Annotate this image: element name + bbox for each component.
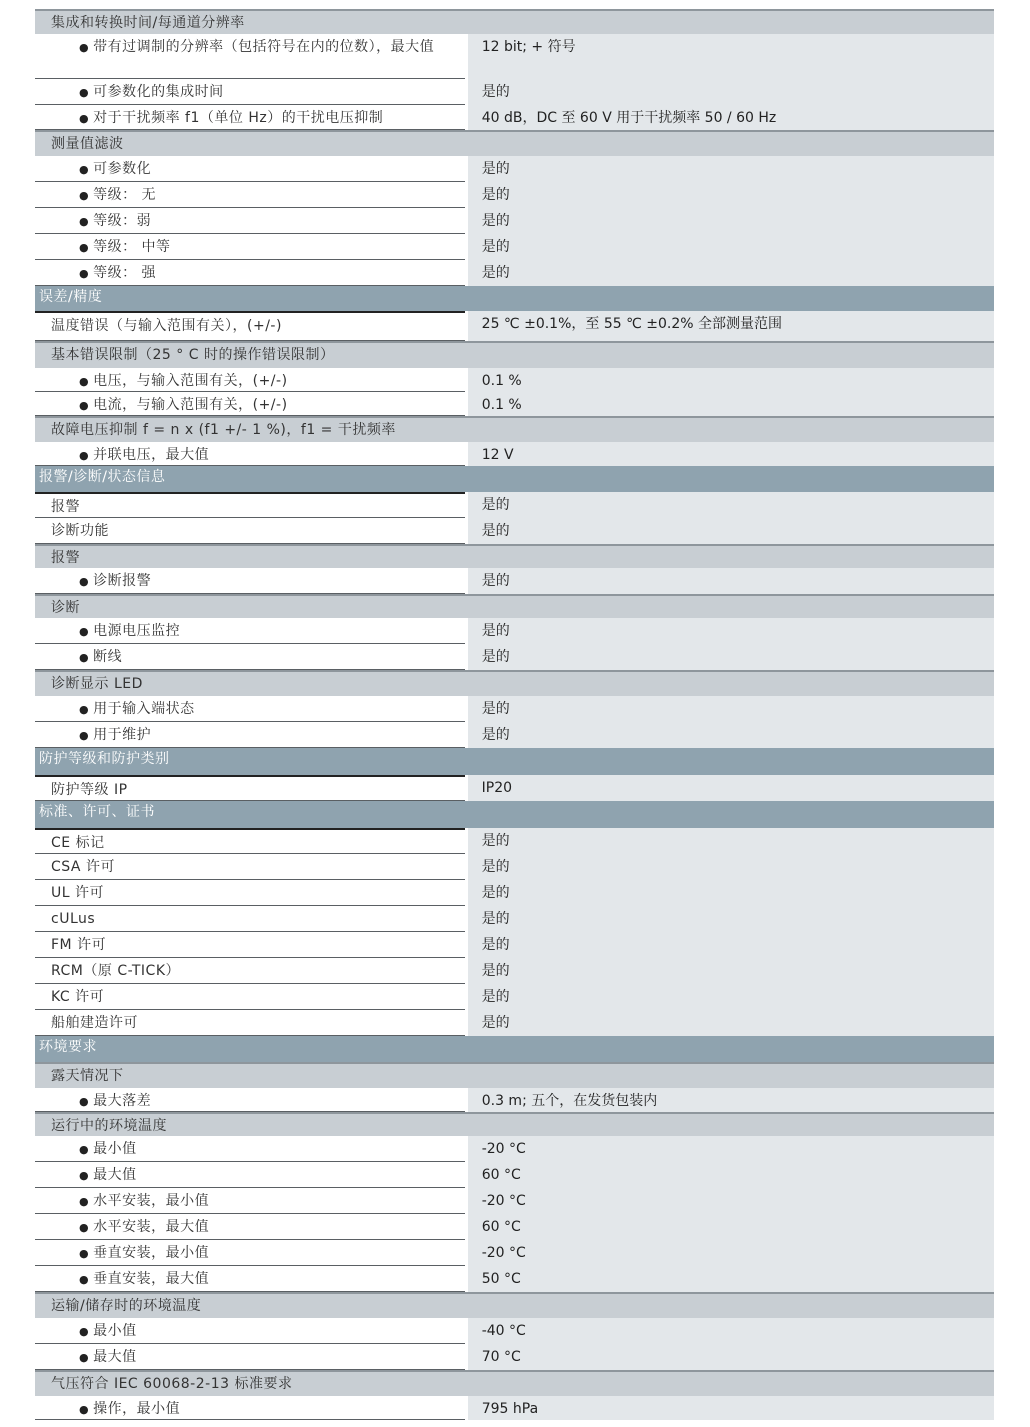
spec-label: ● 垂直安装，最大值 (35, 1266, 465, 1292)
spec-label: ● 对于干扰频率 f1（单位 Hz）的干扰电压抑制 (35, 105, 465, 130)
spec-label: 诊断功能 (35, 518, 465, 544)
spec-label: ● 等级： 强 (35, 260, 465, 286)
subsection-title: 故障电压抑制 f = n x (f1 +/- 1 %)，f1 = 干扰频率 (51, 422, 396, 438)
spec-value: 60 °C (468, 1162, 994, 1188)
spec-value: 40 dB，DC 至 60 V 用于干扰频率 50 / 60 Hz (468, 105, 994, 130)
spec-label: RCM（原 C-TICK） (35, 958, 465, 984)
spec-value: 795 hPa (468, 1396, 994, 1420)
spec-label: cULus (35, 906, 465, 932)
spec-value: 是的 (468, 854, 994, 880)
spec-row (35, 828, 994, 854)
spec-value: 是的 (468, 618, 994, 644)
spec-row (35, 1162, 994, 1188)
subsection-header (35, 670, 994, 696)
section-header (35, 286, 994, 311)
spec-value: 是的 (468, 828, 994, 854)
spec-row (35, 1240, 994, 1266)
spec-row (35, 79, 994, 105)
spec-value: 0.1 % (468, 392, 994, 416)
spec-row (35, 880, 994, 906)
spec-value: 是的 (468, 234, 994, 260)
subsection-header (35, 594, 994, 618)
subsection-title: 报警 (51, 550, 80, 566)
spec-row (35, 156, 994, 182)
subsection-title: 诊断 (51, 600, 80, 616)
spec-row (35, 34, 994, 79)
section-header (35, 801, 994, 828)
subsection-header (35, 130, 994, 156)
subsection-title: 基本错误限制（25 ° C 时的操作错误限制） (51, 347, 335, 363)
spec-value: 是的 (468, 722, 994, 748)
spec-label: 防护等级 IP (35, 775, 465, 801)
spec-row (35, 775, 994, 801)
spec-label: 报警 (35, 492, 465, 518)
subsection-title: 集成和转换时间/每通道分辨率 (51, 15, 245, 31)
subsection-header (35, 341, 994, 368)
spec-row (35, 518, 994, 544)
spec-row (35, 644, 994, 670)
spec-value: -20 °C (468, 1136, 994, 1162)
spec-value: 60 °C (468, 1214, 994, 1240)
spec-row (35, 1396, 994, 1420)
subsection-title: 露天情况下 (51, 1068, 124, 1084)
spec-label: ● 等级： 无 (35, 182, 465, 208)
spec-row (35, 932, 994, 958)
spec-value: 12 bit; + 符号 (468, 34, 994, 79)
spec-row (35, 492, 994, 518)
spec-row (35, 1136, 994, 1162)
spec-row (35, 906, 994, 932)
spec-label: UL 许可 (35, 880, 465, 906)
spec-label: ● 电源电压监控 (35, 618, 465, 644)
spec-value: -20 °C (468, 1240, 994, 1266)
subsection-header (35, 1112, 994, 1136)
section-title: 环境要求 (39, 1039, 97, 1055)
spec-row (35, 208, 994, 234)
section-title: 报警/诊断/状态信息 (39, 469, 166, 485)
section-header (35, 748, 994, 775)
spec-label: ● 最大落差 (35, 1088, 465, 1112)
spec-value: -20 °C (468, 1188, 994, 1214)
spec-value: 是的 (468, 932, 994, 958)
spec-value: 是的 (468, 260, 994, 286)
spec-label: ● 等级： 中等 (35, 234, 465, 260)
spec-value: 是的 (468, 880, 994, 906)
spec-value: 0.1 % (468, 368, 994, 392)
subsection-header (35, 9, 994, 34)
spec-label: ● 水平安装，最大值 (35, 1214, 465, 1240)
spec-row (35, 1318, 994, 1344)
spec-label: CSA 许可 (35, 854, 465, 880)
section-header (35, 466, 994, 492)
spec-label: ● 操作，最小值 (35, 1396, 465, 1420)
subsection-title: 诊断显示 LED (51, 676, 143, 692)
spec-row (35, 1266, 994, 1292)
spec-value: IP20 (468, 775, 994, 801)
spec-row (35, 854, 994, 880)
spec-label: ● 水平安装，最小值 (35, 1188, 465, 1214)
spec-value: 是的 (468, 984, 994, 1010)
spec-row (35, 568, 994, 594)
subsection-title: 测量值滤波 (51, 136, 124, 152)
spec-row (35, 1088, 994, 1112)
spec-value: 是的 (468, 518, 994, 544)
spec-label: 温度错误（与输入范围有关），(+/-) (35, 311, 465, 341)
spec-table (35, 9, 994, 1420)
subsection-title: 运行中的环境温度 (51, 1118, 167, 1134)
subsection-header (35, 1062, 994, 1088)
spec-row (35, 368, 994, 392)
spec-value: 是的 (468, 79, 994, 105)
spec-label: ● 并联电压，最大值 (35, 442, 465, 466)
spec-value: 25 ℃ ±0.1%，至 55 ℃ ±0.2% 全部测量范围 (468, 311, 994, 341)
spec-row (35, 1344, 994, 1370)
spec-value: 是的 (468, 156, 994, 182)
spec-label: ● 最小值 (35, 1318, 465, 1344)
spec-label: ● 带有过调制的分辨率（包括符号在内的位数），最大值 (35, 34, 465, 79)
spec-value: 是的 (468, 182, 994, 208)
spec-value: 70 °C (468, 1344, 994, 1370)
spec-label: ● 最大值 (35, 1344, 465, 1370)
spec-label: ● 等级：弱 (35, 208, 465, 234)
spec-value: 是的 (468, 958, 994, 984)
spec-row (35, 105, 994, 130)
spec-value: 是的 (468, 644, 994, 670)
spec-label: ● 用于维护 (35, 722, 465, 748)
spec-label: ● 可参数化 (35, 156, 465, 182)
spec-label: ● 最小值 (35, 1136, 465, 1162)
spec-label: FM 许可 (35, 932, 465, 958)
spec-value: 12 V (468, 442, 994, 466)
spec-row (35, 392, 994, 416)
spec-row (35, 1188, 994, 1214)
spec-value: 是的 (468, 906, 994, 932)
spec-value: -40 °C (468, 1318, 994, 1344)
spec-label: CE 标记 (35, 828, 465, 854)
subsection-title: 运输/储存时的环境温度 (51, 1298, 202, 1314)
spec-label: ● 最大值 (35, 1162, 465, 1188)
subsection-header (35, 1370, 994, 1396)
spec-label: ● 可参数化的集成时间 (35, 79, 465, 105)
spec-value: 是的 (468, 696, 994, 722)
spec-value: 是的 (468, 492, 994, 518)
spec-row (35, 722, 994, 748)
spec-label: 船舶建造许可 (35, 1010, 465, 1036)
section-title: 标准、许可、证书 (39, 804, 155, 820)
section-title: 防护等级和防护类别 (39, 751, 170, 767)
section-header (35, 1036, 994, 1062)
spec-label: ● 电流，与输入范围有关，(+/-) (35, 392, 465, 416)
subsection-title: 气压符合 IEC 60068-2-13 标准要求 (51, 1376, 293, 1392)
section-title: 误差/精度 (39, 289, 103, 305)
spec-label: ● 电压，与输入范围有关，(+/-) (35, 368, 465, 392)
spec-row (35, 234, 994, 260)
spec-label: KC 许可 (35, 984, 465, 1010)
spec-row (35, 442, 994, 466)
spec-row (35, 311, 994, 341)
spec-value: 是的 (468, 568, 994, 594)
spec-label: ● 用于输入端状态 (35, 696, 465, 722)
spec-value: 是的 (468, 208, 994, 234)
spec-row (35, 1214, 994, 1240)
subsection-header (35, 1292, 994, 1318)
spec-row (35, 1010, 994, 1036)
spec-row (35, 958, 994, 984)
spec-row (35, 182, 994, 208)
subsection-header (35, 544, 994, 568)
spec-value: 0.3 m; 五个，在发货包装内 (468, 1088, 994, 1112)
spec-row (35, 696, 994, 722)
spec-row (35, 260, 994, 286)
spec-label: ● 垂直安装，最小值 (35, 1240, 465, 1266)
subsection-header (35, 416, 994, 442)
spec-label: ● 诊断报警 (35, 568, 465, 594)
spec-value: 50 °C (468, 1266, 994, 1292)
spec-row (35, 618, 994, 644)
spec-label: ● 断线 (35, 644, 465, 670)
spec-value: 是的 (468, 1010, 994, 1036)
spec-row (35, 984, 994, 1010)
